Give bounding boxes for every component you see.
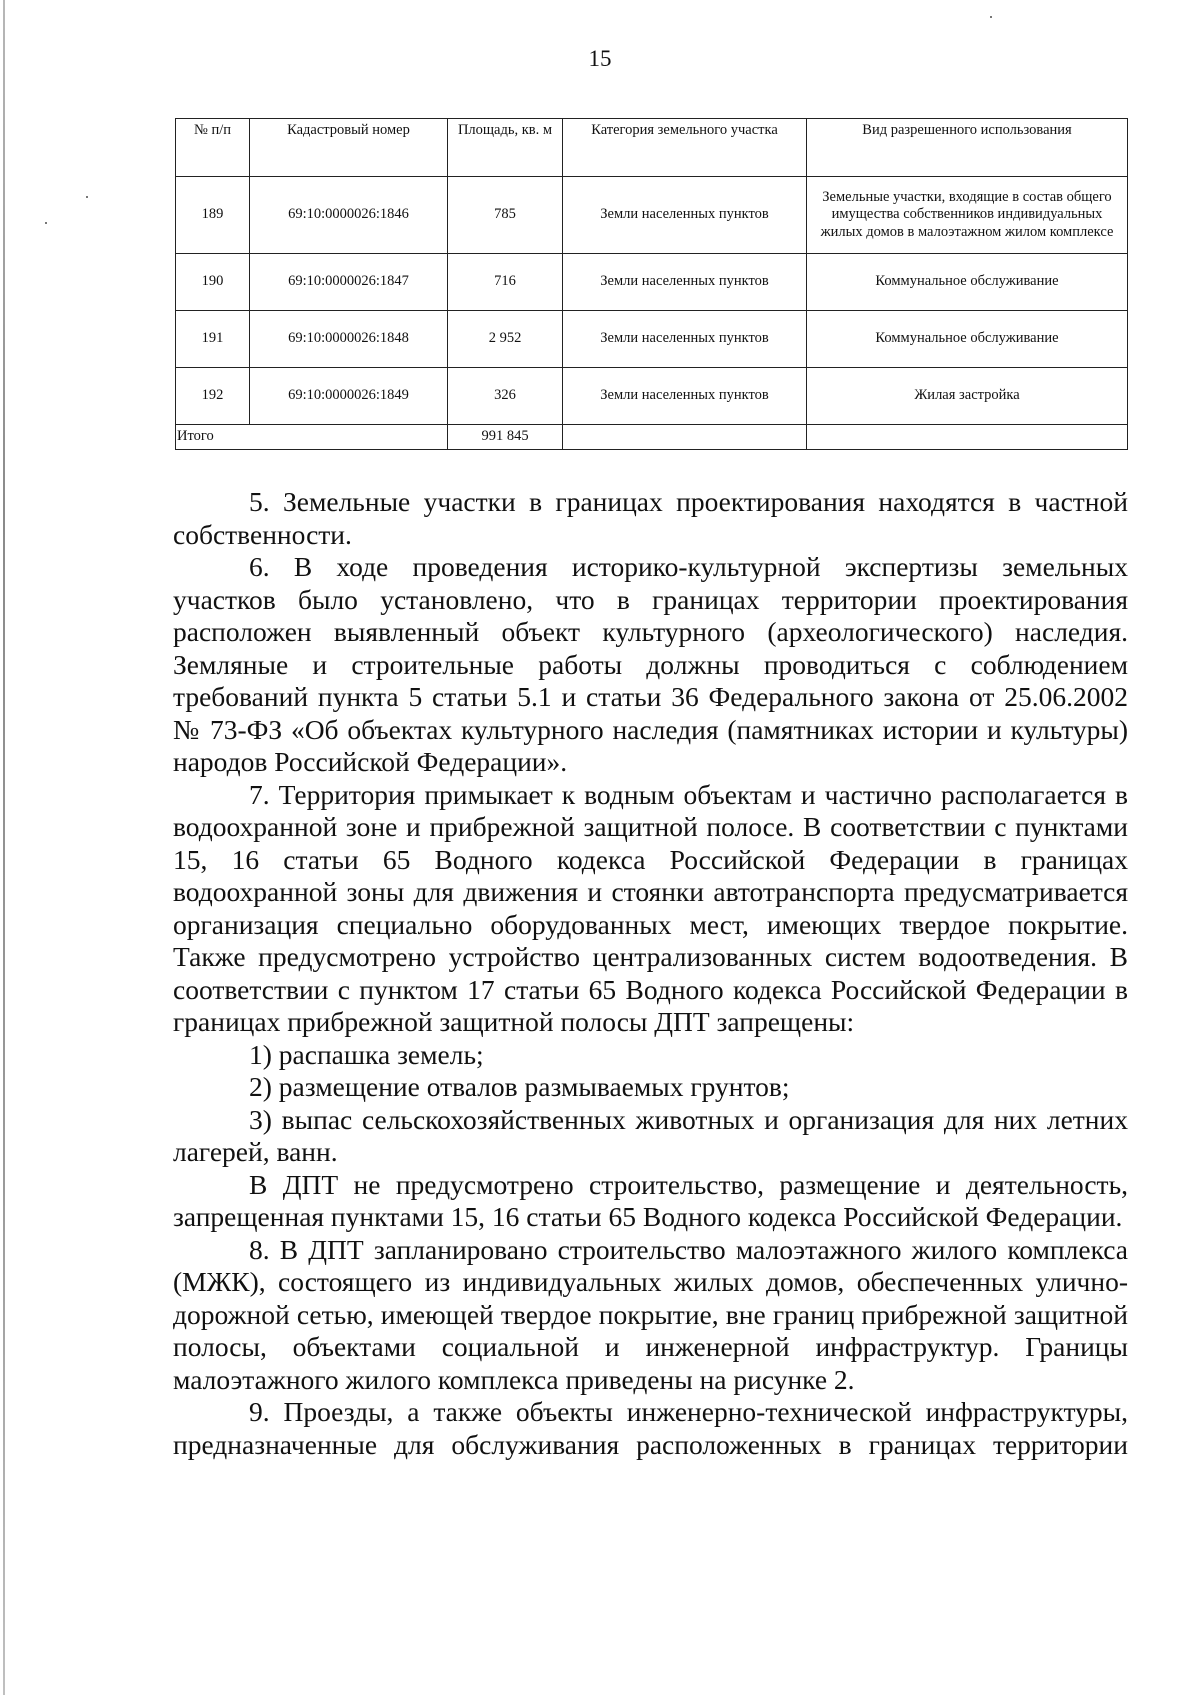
- column-header-land-category: Категория земельного участка: [563, 119, 807, 177]
- column-header-number: № п/п: [176, 119, 250, 177]
- area-value: 785: [448, 177, 563, 254]
- table-row: [176, 254, 1128, 311]
- paragraph-9: 9. Проезды, а также объекты инженерно-технической инфраструктуры, предназначенные для обслуживания расположенных в границах территории: [173, 1396, 1128, 1460]
- row-number: 189: [176, 177, 250, 254]
- row-number: 191: [176, 311, 250, 368]
- table-row: [176, 177, 1128, 254]
- list-item-3: 3) выпас сельскохозяйственных животных и организация для них летних лагерей, ванн.: [173, 1103, 1128, 1167]
- permitted-use: Земельные участки, входящие в состав общего имущества собственников индивидуальных жилых домов в малоэтажном жилом комплексе: [807, 177, 1128, 254]
- total-area: 991 845: [448, 425, 563, 450]
- area-value: 326: [448, 368, 563, 425]
- total-label: Итого: [176, 425, 448, 450]
- land-category: Земли населенных пунктов: [563, 254, 807, 311]
- parcels-table: [175, 118, 1128, 450]
- row-number: 190: [176, 254, 250, 311]
- cadastral-number: 69:10:0000026:1846: [250, 177, 448, 254]
- total-empty-cell: [563, 425, 807, 450]
- row-number: 192: [176, 368, 250, 425]
- list-item-1: 1) распашка земель;: [249, 1038, 484, 1070]
- cadastral-number: 69:10:0000026:1847: [250, 254, 448, 311]
- column-header-area: Площадь, кв. м: [448, 119, 563, 177]
- cadastral-number: 69:10:0000026:1849: [250, 368, 448, 425]
- scan-speck: [990, 16, 992, 18]
- scan-speck: [45, 222, 47, 224]
- paragraph-6: 6. В ходе проведения историко-культурной экспертизы земельных участков было установлено, что в границах территории проектирования расположен выявленный объект культурного (археологического) наследия. Земляные и строительные работы должны проводиться с соблюдением требований пункта 5 статьи 5.1 и статьи 36 Федерального закона от 25.06.2002 № 73-ФЗ «Об объектах культурного наследия (памятниках истории и культуры) народов Российской Федерации».: [173, 551, 1128, 777]
- table-row: [176, 368, 1128, 425]
- paragraph-dpt-restrictions: В ДПТ не предусмотрено строительство, размещение и деятельность, запрещенная пунктами 15, 16 статьи 65 Водного кодекса Российской Федерации.: [173, 1168, 1128, 1232]
- column-header-cadastral-number: Кадастровый номер: [250, 119, 448, 177]
- land-category: Земли населенных пунктов: [563, 177, 807, 254]
- area-value: 2 952: [448, 311, 563, 368]
- scan-edge-shadow: [3, 0, 5, 1695]
- document-body: [173, 486, 1128, 1461]
- land-category: Земли населенных пунктов: [563, 368, 807, 425]
- permitted-use: Жилая застройка: [807, 368, 1128, 425]
- table-row: [176, 311, 1128, 368]
- table-header-row: [176, 119, 1128, 177]
- land-category: Земли населенных пунктов: [563, 311, 807, 368]
- paragraph-5: 5. Земельные участки в границах проектирования находятся в частной собственности.: [173, 486, 1128, 550]
- area-value: 716: [448, 254, 563, 311]
- scan-speck: [86, 196, 88, 198]
- column-header-permitted-use: Вид разрешенного использования: [807, 119, 1128, 177]
- permitted-use: Коммунальное обслуживание: [807, 311, 1128, 368]
- paragraph-7: 7. Территория примыкает к водным объектам и частично располагается в водоохранной зоне и прибрежной защитной полосе. В соответствии с пунктами 15, 16 статьи 65 Водного кодекса Российской Федерации в границах водоохранной зоны для движения и стоянки автотранспорта предусматривается организация специально оборудованных мест, имеющих твердое покрытие. Также предусмотрено устройство централизованных систем водоотведения. В соответствии с пунктом 17 статьи 65 Водного кодекса Российской Федерации в границах прибрежной защитной полосы ДПТ запрещены:: [173, 778, 1128, 1037]
- cadastral-number: 69:10:0000026:1848: [250, 311, 448, 368]
- permitted-use: Коммунальное обслуживание: [807, 254, 1128, 311]
- total-empty-cell: [807, 425, 1128, 450]
- page-number: 15: [588, 46, 612, 71]
- paragraph-8: 8. В ДПТ запланировано строительство малоэтажного жилого комплекса (МЖК), состоящего из индивидуальных жилых домов, обеспеченных улично-дорожной сетью, имеющей твердое покрытие, вне границ прибрежной защитной полосы, объектами социальной и инженерной инфраструктур. Границы малоэтажного жилого комплекса приведены на рисунке 2.: [173, 1233, 1128, 1395]
- list-item-2: 2) размещение отвалов размываемых грунтов;: [249, 1071, 790, 1102]
- table-total-row: [176, 425, 1128, 450]
